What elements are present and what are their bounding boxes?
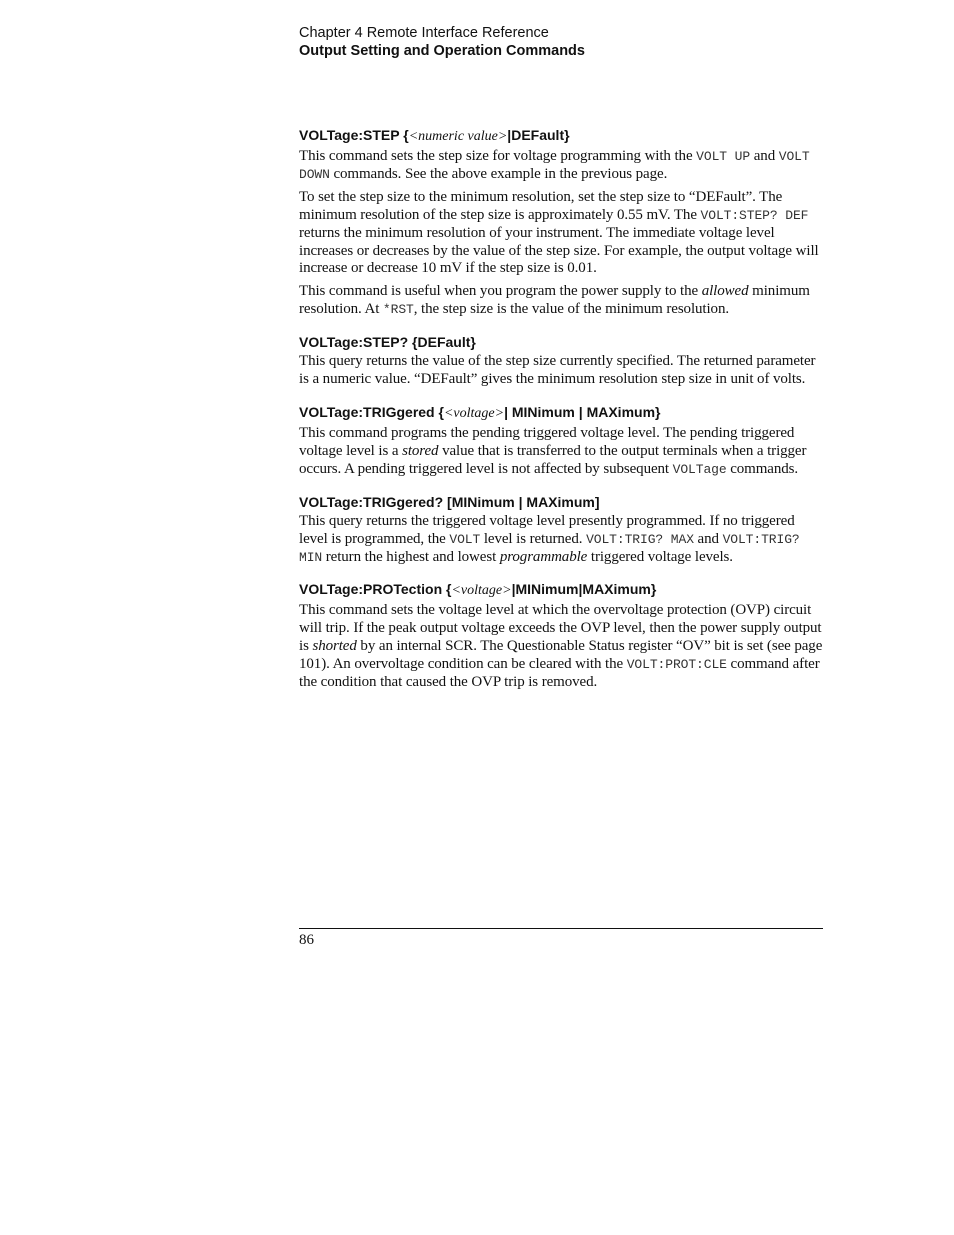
- text-run: command after the condition that caused the OVP trip is removed.: [299, 656, 820, 691]
- command-syntax: VOLTage:STEP? {DEFault}: [299, 334, 476, 351]
- text-run: level is returned.: [480, 530, 587, 547]
- command-code: VOLT:TRIG? MAX: [586, 531, 694, 547]
- section-title: Output Setting and Operation Commands: [299, 43, 585, 59]
- text-run: value that is transferred to the output terminals when a trigger occurs. A pending triggered level is not affected by subsequent: [299, 442, 807, 477]
- text-run: , the step size is the value of the minimum resolution.: [413, 301, 730, 318]
- command-options: |MINimum|MAXimum}: [511, 581, 657, 598]
- emphasis: allowed: [701, 283, 749, 300]
- command-section: [299, 580, 823, 692]
- description-paragraph: [299, 602, 823, 692]
- command-code: VOLTage: [672, 461, 727, 477]
- command-heading: [299, 580, 823, 600]
- description-paragraph: [299, 148, 823, 184]
- page-header: [299, 24, 829, 60]
- command-heading: [299, 126, 823, 146]
- command-section: [299, 126, 823, 319]
- page-number: 86: [299, 932, 314, 948]
- main-content: [299, 126, 823, 706]
- command-code: VOLT: [449, 531, 481, 547]
- command-code: *RST: [382, 302, 414, 318]
- command-code: VOLT UP: [696, 149, 751, 164]
- text-run: This command sets the voltage level at which the overvoltage protection (OVP) circuit will trip. If the peak output voltage exceeds the OVP level, then the power supply output is: [299, 602, 822, 655]
- description-paragraph: [299, 513, 823, 567]
- command-parameter: <numeric value>: [408, 129, 508, 144]
- description-paragraph: [299, 283, 823, 319]
- command-section: [299, 403, 823, 479]
- command-section: [299, 333, 823, 389]
- text-run: commands. See the above example in the previous page.: [329, 165, 668, 182]
- chapter-title: Chapter 4 Remote Interface Reference: [299, 25, 549, 41]
- command-syntax: VOLTage:TRIGgered {: [299, 403, 444, 420]
- command-heading: [299, 403, 823, 423]
- command-options: | MINimum | MAXimum}: [504, 403, 661, 420]
- text-run: This command is useful when you program the power supply to the: [299, 283, 702, 300]
- command-syntax: VOLTage:STEP {: [299, 127, 409, 143]
- text-run: This command programs the pending triggered voltage level. The pending triggered voltage level is a: [299, 424, 795, 459]
- command-code: VOLT:TRIG? MIN: [299, 531, 800, 565]
- footer-divider: [299, 928, 823, 929]
- command-section: [299, 493, 823, 567]
- command-heading: [299, 493, 823, 511]
- text-run: triggered voltage levels.: [587, 548, 733, 565]
- description-paragraph: [299, 353, 823, 389]
- command-options: |DEFault}: [507, 127, 570, 143]
- text-run: by an internal SCR. The Questionable Status register “OV” bit is set (see page 101). An overvoltage condition can be cleared with the: [299, 638, 823, 673]
- command-syntax: VOLTage:PROTection {: [299, 581, 452, 598]
- command-code: VOLT:PROT:CLE: [626, 657, 727, 673]
- emphasis: programmable: [499, 548, 588, 565]
- text-run: and: [750, 148, 779, 164]
- text-run: returns the minimum resolution of your instrument. The immediate voltage level increases or decreases by the value of the step size. For example, the output voltage will increase or decrease 10 mV if the step size is 0.01.: [299, 224, 819, 277]
- description-paragraph: [299, 189, 823, 279]
- text-run: return the highest and lowest: [322, 548, 500, 565]
- text-run: To set the step size to the minimum resolution, set the step size to “DEFault”. The minimum resolution of the step size is approximately 0.55 mV. The: [299, 188, 783, 223]
- description-paragraph: [299, 425, 823, 479]
- command-code: VOLT:STEP? DEF: [700, 207, 809, 223]
- emphasis: stored: [402, 442, 439, 459]
- text-run: This query returns the value of the step size currently specified. The returned parameter is a numeric value. “DEFault” gives the minimum resolution step size in unit of volts.: [299, 353, 816, 388]
- command-syntax: VOLTage:TRIGgered? [MINimum | MAXimum]: [299, 493, 600, 510]
- emphasis: shorted: [312, 638, 357, 655]
- text-run: commands.: [726, 460, 799, 477]
- text-run: minimum resolution. At: [299, 283, 810, 318]
- text-run: and: [693, 530, 723, 547]
- text-run: This query returns the triggered voltage level presently programmed. If no triggered level is programmed, the: [299, 512, 795, 547]
- command-parameter: <voltage>: [451, 583, 512, 599]
- command-code: VOLT DOWN: [299, 149, 810, 182]
- text-run: This command sets the step size for voltage programming with the: [299, 148, 697, 164]
- command-heading: [299, 333, 823, 351]
- command-parameter: <voltage>: [443, 405, 505, 421]
